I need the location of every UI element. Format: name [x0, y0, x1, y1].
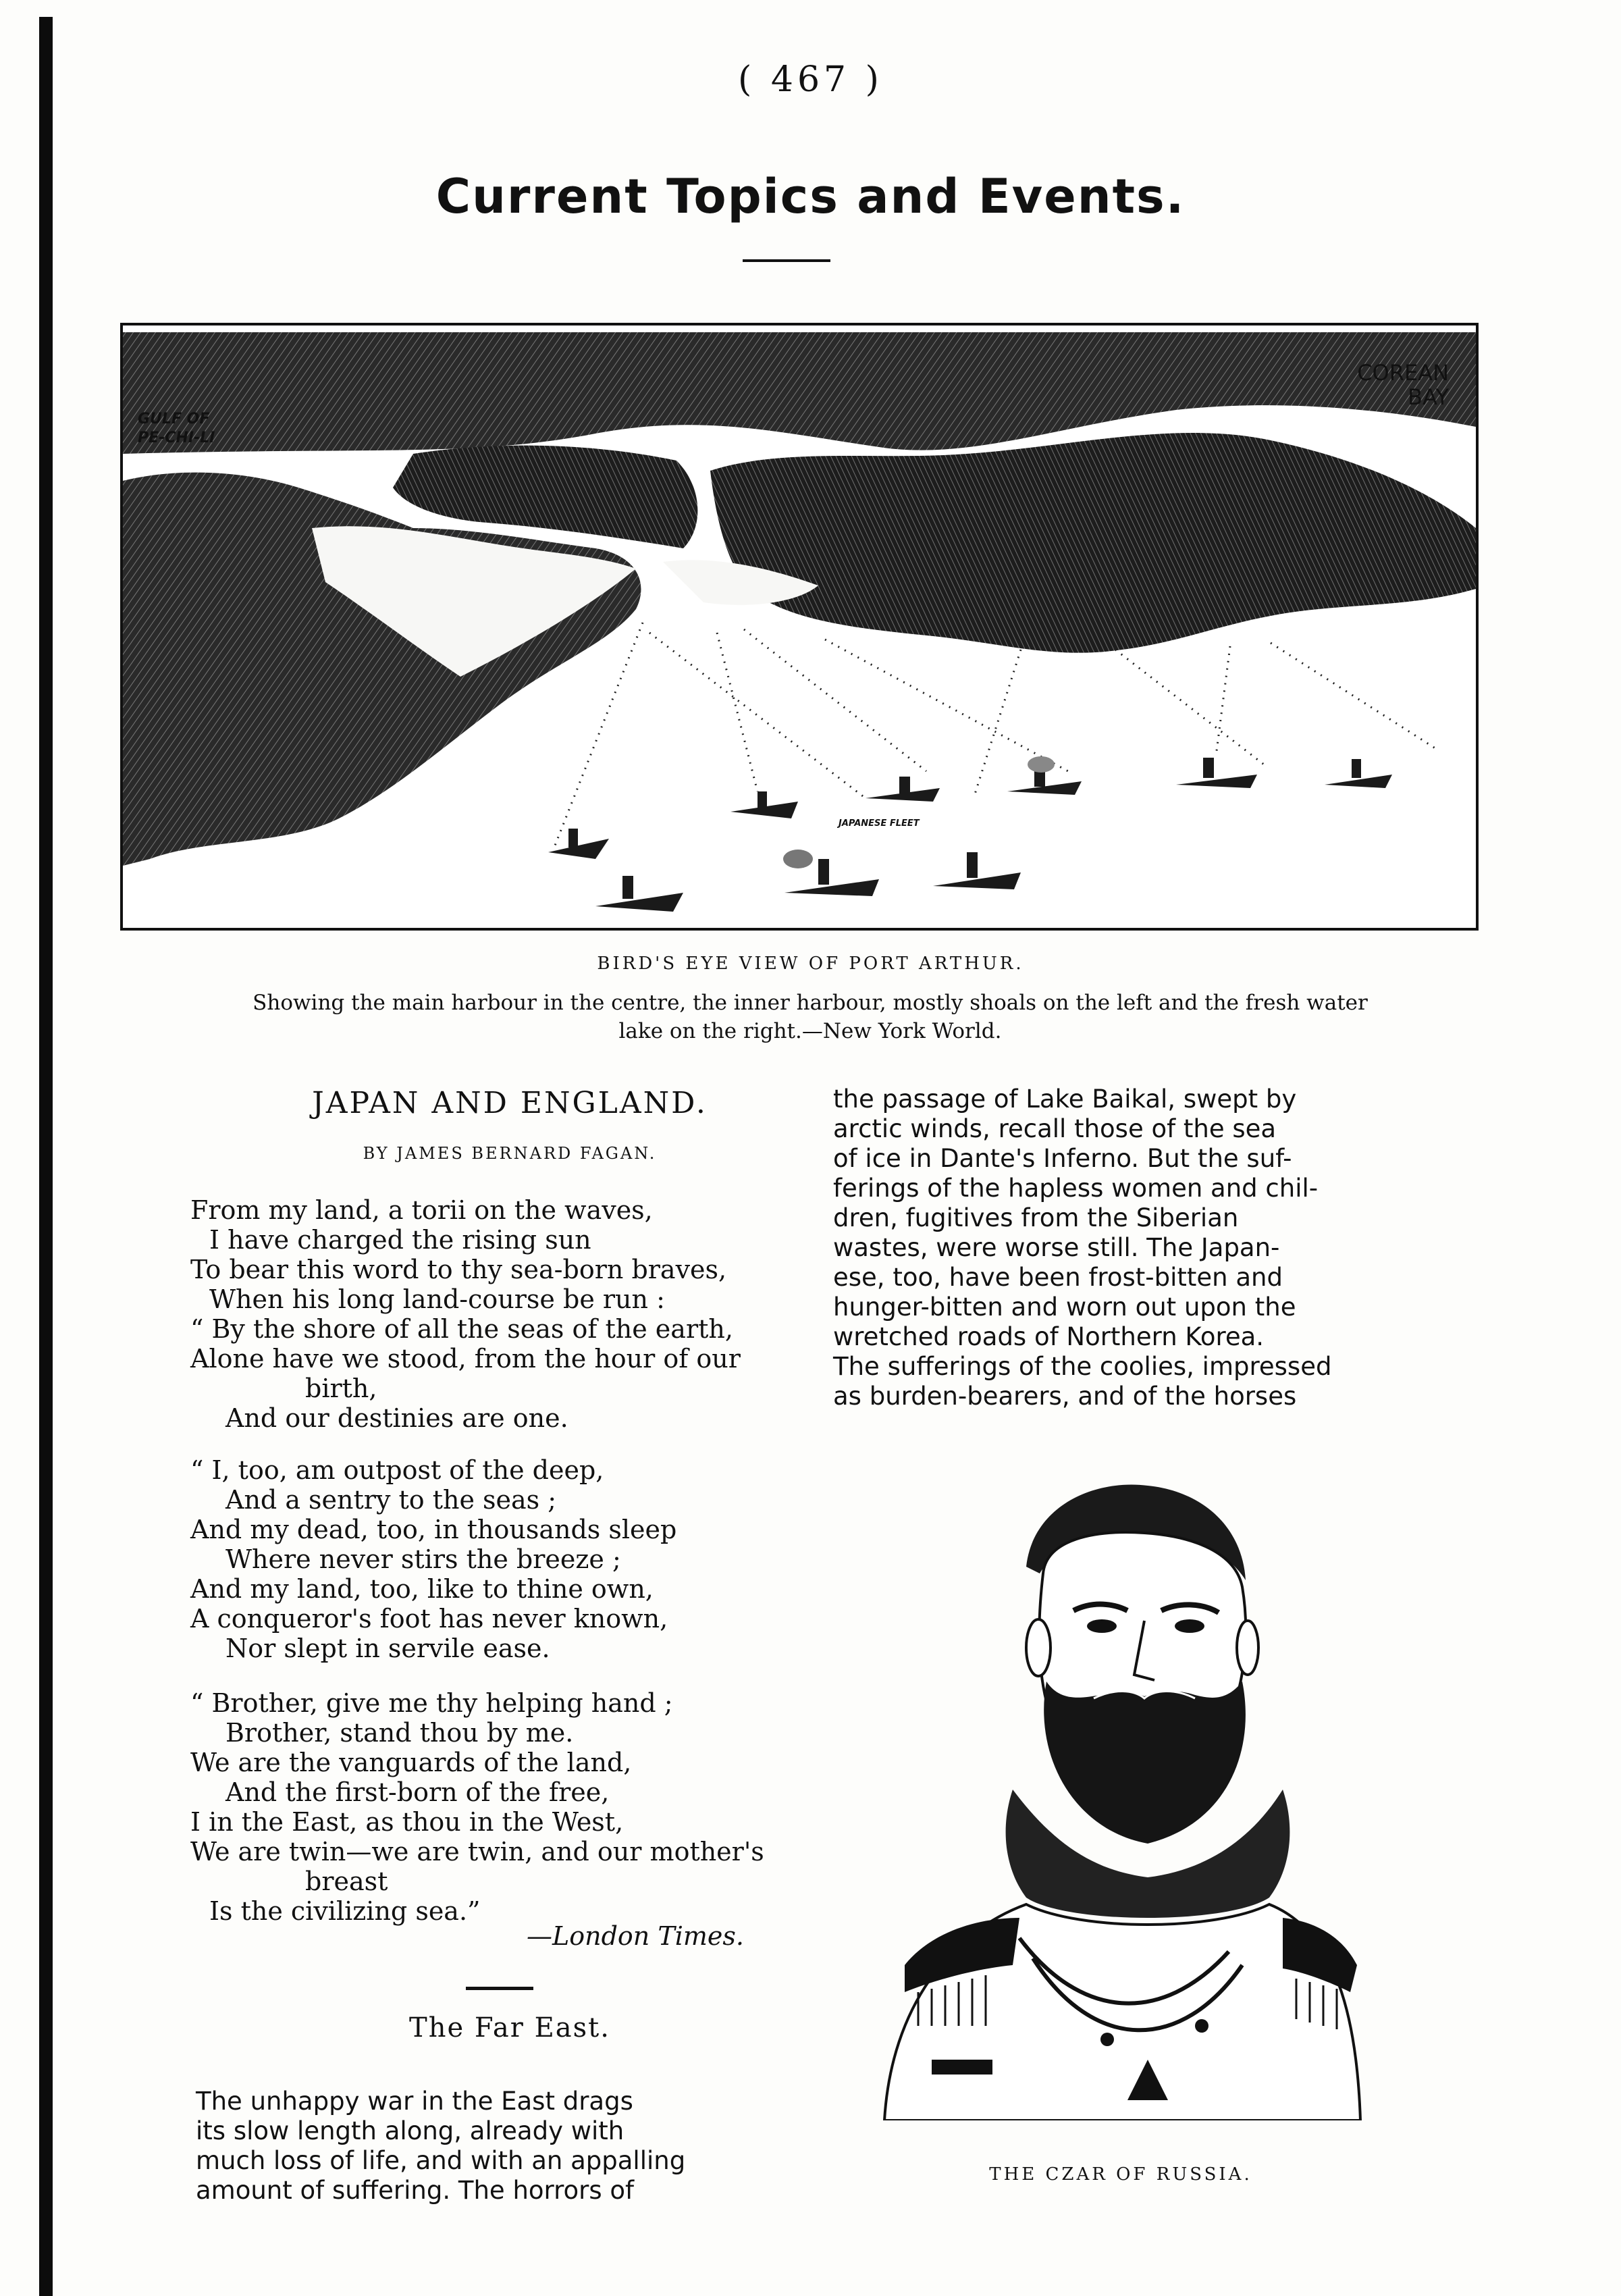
poem-credit: —London Times.: [527, 1921, 744, 1951]
poem-line: When his long land-course be run :: [209, 1284, 665, 1314]
text-line: wretched roads of Northern Korea.: [833, 1322, 1265, 1351]
poem-line: We are twin—we are twin, and our mother's: [190, 1837, 764, 1867]
text-line: amount of suffering. The horrors of: [196, 2176, 635, 2205]
poem-line: A conqueror's foot has never known,: [190, 1604, 668, 1634]
map-label-corean-bay: [1357, 361, 1449, 409]
text-line: dren, fugitives from the Siberian: [833, 1203, 1239, 1232]
poem-line: We are the vanguards of the land,: [190, 1748, 632, 1777]
poem-line: “ I, too, am outpost of the deep,: [190, 1455, 604, 1485]
poem-line: breast: [305, 1867, 388, 1896]
far-east-text-right: [833, 1085, 1427, 1411]
poem-byline: BY JAMES BERNARD FAGAN.: [363, 1144, 657, 1163]
poem-line: Alone have we stood, from the hour of our: [190, 1344, 741, 1374]
poem-line: From my land, a torii on the waves,: [190, 1195, 653, 1225]
poem-line: And the first-born of the free,: [225, 1777, 610, 1807]
map-caption: BIRD'S EYE VIEW OF PORT ARTHUR.: [597, 954, 1024, 974]
poem-stanza-3: [190, 1688, 812, 1926]
text-line: much loss of life, and with an appalling: [196, 2146, 686, 2175]
text-line: of ice in Dante's Inferno. But the suf-: [833, 1144, 1292, 1173]
poem-line: Is the civilizing sea.”: [209, 1896, 481, 1926]
poem-line: Brother, stand thou by me.: [225, 1718, 574, 1748]
text-line: its slow length along, already with: [196, 2116, 625, 2145]
poem-stanza-1: [190, 1195, 812, 1433]
section-rule: [466, 1987, 533, 1990]
map-label-gulf-line-1: GULF OF: [138, 411, 210, 427]
poem-line: birth,: [305, 1374, 377, 1403]
far-east-text-left: [196, 2087, 790, 2206]
poem-line: And a sentry to the seas ;: [225, 1485, 557, 1515]
poem-line: “ Brother, give me thy helping hand ;: [190, 1688, 673, 1718]
map-label-gulf-line-2: PE-CHI-LI: [138, 429, 215, 446]
far-east-heading: The Far East.: [409, 2012, 610, 2043]
page-binding-edge: [39, 17, 53, 2296]
text-line: ese, too, have been frost-bitten and: [833, 1263, 1283, 1292]
czar-portrait: [878, 1465, 1364, 2120]
poem-line: Nor slept in servile ease.: [225, 1634, 550, 1663]
page-title: Current Topics and Events.: [435, 169, 1186, 224]
czar-portrait-engraving: [878, 1465, 1364, 2120]
text-line: as burden-bearers, and of the horses: [833, 1382, 1297, 1411]
map-label-corean-line-2: BAY: [1408, 384, 1449, 410]
poem-stanza-2: [190, 1455, 812, 1663]
map-label-gulf-of-pechili: [138, 410, 215, 448]
map-label-japanese-fleet: JAPANESE FLEET: [839, 818, 920, 829]
port-arthur-illustration: [123, 325, 1476, 928]
portrait-caption: THE CZAR OF RUSSIA.: [989, 2164, 1252, 2185]
poem-line: Where never stirs the breeze ;: [225, 1544, 621, 1574]
poem-line: I in the East, as thou in the West,: [190, 1807, 624, 1837]
poem-line: To bear this word to thy sea-born braves,: [190, 1255, 727, 1284]
poem-line: And our destinies are one.: [225, 1403, 568, 1433]
poem-line: And my land, too, like to thine own,: [190, 1574, 654, 1604]
text-line: the passage of Lake Baikal, swept by: [833, 1085, 1297, 1114]
poem-line: “ By the shore of all the seas of the earth,: [190, 1314, 733, 1344]
page-number: ( 467 ): [738, 59, 883, 100]
text-line: The unhappy war in the East drags: [196, 2087, 633, 2116]
text-line: ferings of the hapless women and chil-: [833, 1174, 1319, 1203]
map-subcaption: Showing the main harbour in the centre, the inner harbour, mostly shoals on the left and the fresh water lake on the right.—New York World.: [253, 991, 1368, 1043]
text-line: The sufferings of the coolies, impressed: [833, 1352, 1332, 1381]
text-line: wastes, were worse still. The Japan-: [833, 1233, 1280, 1262]
title-rule: [743, 259, 830, 262]
port-arthur-map: [120, 323, 1479, 931]
text-line: hunger-bitten and worn out upon the: [833, 1293, 1296, 1322]
poem-line: I have charged the rising sun: [209, 1225, 591, 1255]
poem-title: JAPAN AND ENGLAND.: [312, 1086, 708, 1120]
text-line: arctic winds, recall those of the sea: [833, 1114, 1277, 1143]
poem-line: And my dead, too, in thousands sleep: [190, 1515, 677, 1544]
map-label-corean-line-1: COREAN: [1357, 360, 1449, 386]
